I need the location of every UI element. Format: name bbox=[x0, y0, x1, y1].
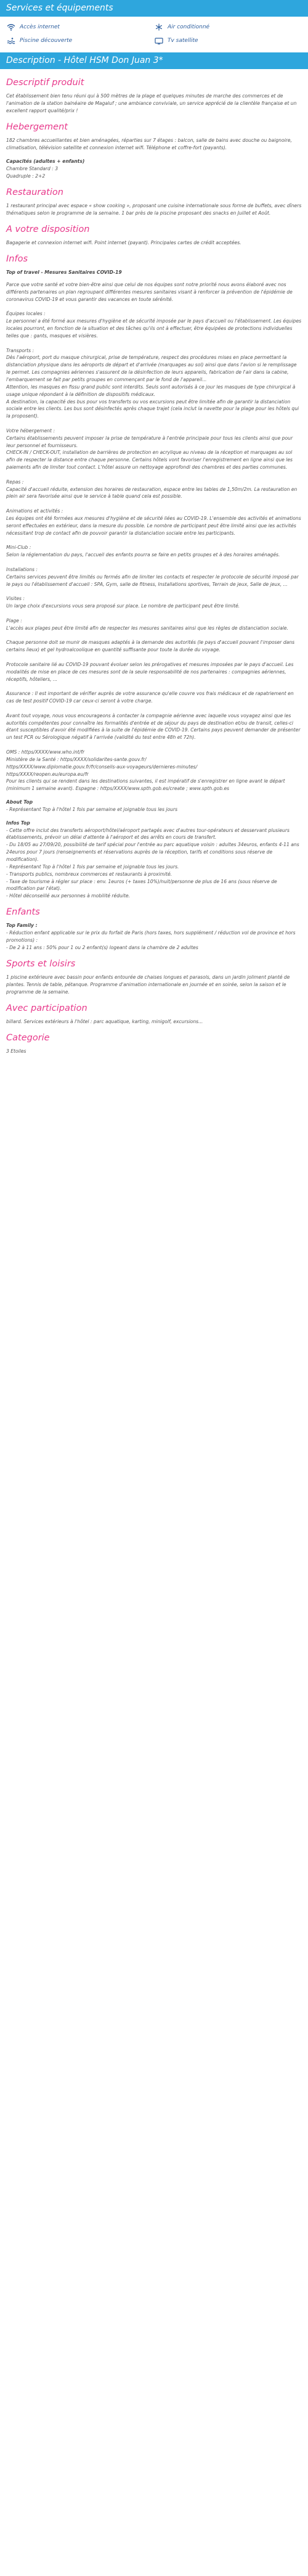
about-top-body: - Représentant Top à l'hôtel 1 fois par semaine et joignable tous les jours bbox=[6, 806, 178, 812]
services-section bbox=[0, 17, 308, 52]
service-label: Tv satellite bbox=[168, 38, 198, 44]
pool-icon bbox=[6, 36, 16, 45]
enfants-line-1: - Réduction enfant applicable sur le prix du forfait de Paris (hors taxes, hors supplément / réduction vol de province et hors promotions) : bbox=[6, 930, 296, 944]
participation-text: billard. Services extérieurs à l'hôtel : parc aquatique, karting, minigolf, excursions... bbox=[6, 1019, 203, 1025]
categorie-text: 3 Etoiles bbox=[6, 1048, 26, 1055]
descriptif-text: Cet établissement bien tenu réuni qui à 500 mètres de la plage et quelques minutes de marche des commerces et de l'animation de la station balnéaire de Magaluf ; une ambiance conviviale, un service apprécié de la clientèle française et un excellent rapport qualité/prix ! bbox=[6, 93, 297, 113]
tv-icon bbox=[154, 36, 164, 45]
infos-subtitle: Top of travel - Mesures Sanitaires COVID-19 bbox=[6, 270, 122, 275]
hebergement-text: 182 chambres accueillantes et bien aménagées, réparties sur 7 étages : balcon, salle de bains avec douche ou baignoire, climatisation, télévision satellite et connexion internet wifi. Téléphone et coffre-fort (payants). bbox=[6, 138, 292, 150]
description-banner: Description - Hôtel HSM Don Juan 3* bbox=[0, 52, 308, 69]
infos-top-body: - Cette offre inclut des transferts aéroport/hôtel/aéroport partagés avec d'autres tour-opérateurs et desservant plusieurs établissements, prévoir un délai d'attente à l'aéroport et des arrêts en cours de transfert. - Du 18/05 au 27/09/20, possibilité de tarif spécial pour l'entrée au parc aquatique voisin : adultes 34euros, enfants 4-11 ans 24euros pour 7 jours (renseignements et réservations auprès de la réception, tarifs et conditions sous réserve de modification). - Représentant Top à l'hôtel 1 fois par semaine et joignable tous les jours. - Transports publics, nombreux commerces et restaurants à proximité. - Taxe de tourisme à régler sur place : env. 1euros (+ taxes 10%)/nuit/personne de plus de 16 ans (sous réserve de modification par l'état). - Hôtel déconseillé aux personnes à mobilité réduite. bbox=[6, 827, 299, 899]
sports-heading: Sports et loisirs bbox=[6, 959, 76, 969]
restauration-text: 1 restaurant principal avec espace « show cooking », proposant une cuisine internationale sous forme de buffets, avec dîners thématiques selon le programme de la semaine. 1 bar près de la piscine proposant des snacks en Juillet et Août. bbox=[6, 203, 302, 216]
capacity-quadruple: Quadruple : 2+2 bbox=[6, 173, 46, 179]
top-family-label: Top Family : bbox=[6, 923, 38, 929]
enfants-line-2: - De 2 à 11 ans : 50% pour 1 ou 2 enfant(s) logeant dans la chambre de 2 adultes bbox=[6, 945, 198, 951]
capacity-heading: Capacités (adultes + enfants) bbox=[6, 158, 85, 164]
services-banner: Services et équipements bbox=[0, 0, 308, 17]
descriptif-heading: Descriptif produit bbox=[6, 78, 84, 88]
sports-text: 1 piscine extérieure avec bassin pour enfants entourée de chaises longues et parasols, dans un jardin joliment planté de plantes. Tennis de table, pétanque. Programme d'animation internationale en journée et en soirée, selon la saison et le programme de la semaine. bbox=[6, 974, 290, 995]
service-internet bbox=[6, 20, 154, 34]
about-top-heading: About Top bbox=[6, 799, 33, 805]
infos-top-heading: Infos Top bbox=[6, 820, 30, 826]
service-label: Accès internet bbox=[20, 24, 60, 30]
service-label: Piscine découverte bbox=[20, 38, 73, 44]
description-content bbox=[0, 69, 308, 1069]
disposition-heading: A votre disposition bbox=[6, 224, 90, 234]
service-pool bbox=[6, 34, 154, 47]
service-aircon bbox=[154, 20, 302, 34]
capacity-standard: Chambre Standard : 3 bbox=[6, 166, 59, 171]
infos-body: Parce que votre santé et votre bien-être ainsi que celui de nos équipes sont notre priorité nous avons élaboré avec nos différents partenaires un plan regroupant différentes mesures sanitaires visant à renforcer la prévention de l'épidémie de coronavirus COVID-19 et vous garantir des vacances en toute sérénité. Équipes locales : Le personnel a été formé aux mesures d'hygiène et de sécurité imposée par le pays d'accueil ou l'établissement. Les équipes locales pourront, en fonction de la situation et des tâches qu'ils ont à effectuer, être équipées de protections individuelles telles que : gants, masques et visières. Transports : Dès l'aéroport, port du masque chirurgical, prise de température, respect des procédures mises en place permettant la distanciation physique dans les aéroports de départ et d'arrivée (marquages au sol) ainsi que dans l'avion si le remplissage le permet. Les compagnies aériennes s'assurent de la désinfection de leurs appareils, fabrication de l'air dans la cabine, l'embarquement se fait par petits groupes en commençant par le fond de l'appareil... Attention, les masques en fissu grand public sont interdits. Seuls sont autorisés à ce jour les masques de type chirurgical à usage unique répondant à la définition de dispositifs médicaux. A destination, la capacité des bus pour vos transferts ou vos excursions peut être limitée afin de garantir la distanciation sociale entre les clients. Les bus sont désinfectés après chaque trajet (cela inclut la navette pour la plage pour les hôtels qui la proposent). Votre hébergement : Certains établissements peuvent imposer la prise de température à l'entrée principale pour tous les clients ainsi que pour leur personnel et fournisseurs. CHECK-IN / CHECK-OUT, installation de barrières de protection en acrylique au niveau de la réception et marquages au sol afin de respecter la distance entre chaque personne. Certains hôtels vont favoriser l'enregistrement en ligne ainsi que les paiements afin de limiter tout contact. L'hôtel assure un nettoyage approfondi des chambres et des parties communes. Repas : Capacité d'accueil réduite, extension des horaires de restauration, espace entre les tables de 1,50m/2m. La restauration en plein air sera favorisée ainsi que le service à table quand cela est possible. Animations et activités : Les équipes ont été formées aux mesures d'hygiène et de sécurité liées au COVID-19. L'ensemble des activités et animations seront effectuées en extérieur, dans la mesure du possible. Le nombre de participant peut être limité ainsi que les activités nécessitant trop de contact afin de pouvoir garantir la distanciation sociale entre les participants. Mini-Club : Selon la réglementation du pays, l'accueil des enfants pourra se faire en petits groupes et à des horaires aménagés. Installations : Certains services peuvent être limités ou fermés afin de limiter les contacts et respecter le protocole de sécurité imposé par le pays ou l'établissement d'accueil : SPA, Gym, salle de fitness, Installations sportives, Terrain de jeux, Salle de jeux, ... Visites : Un large choix d'excursions vous sera proposé sur place. Le nombre de participant peut être limité. Plage : L'accès aux plages peut être limité afin de respecter les mesures sanitaires ainsi que les règles de distanciation sociale. Chaque personne doit se munir de masques adaptés à la demande des autorités (le pays d'accueil pouvant l'imposer dans certains lieux) et gel hydroalcoolique en quantité suffisante pour toute la durée du voyage. Protocole sanitaire lié au COVID-19 pouvant évoluer selon les prérogatives et mesures imposées par le pays d'accueil. Les modalités de mise en place de ces mesures sont de la seule responsabilité de nos partenaires : compagnies aériennes, réceptifs, hôteliers, ... Assurance : Il est important de vérifier auprès de votre assurance qu'elle couvre vos frais médicaux et de rapatriement en cas de test positif COVID-19 car ceux-ci seront à votre charge. Avant tout voyage, nous vous encourageons à contacter la compagnie aérienne avec laquelle vous voyagez ainsi que les autorités compétentes pour connaître les formalités d'entrée et de séjour du pays de destination et/ou de transit, celles-ci étant susceptibles d'avoir été modifiées à la suite de l'épidémie de COVID-19. Certains pays peuvent demander de présenter un test PCR ou Sérologique négatif à l'arrivée (validité du test entre 48h et 72h). OMS : https/XXXX/www.who.int/fr Ministère de la Santé : https/XXXX/solidarites-sante.gouv.fr/ https/XXXX/www.diplomatie.gouv.fr/fr/conseils-aux-voyageurs/dernieres-minutes/ https/XXXX/reopen.eu/europa.eu/fr Pour les clients qui se rendent dans les destinations suivantes, il est impératif de s'enregistrer en ligne avant le départ (minimum 1 semaine avant). Espagne : https/XXXX/www.spth.gob.es/create ; www.spth.gob.es bbox=[6, 282, 302, 792]
infos-heading: Infos bbox=[6, 254, 28, 264]
categorie-heading: Categorie bbox=[6, 1033, 50, 1043]
participation-heading: Avec participation bbox=[6, 1003, 87, 1014]
restauration-heading: Restauration bbox=[6, 187, 63, 197]
service-label: Air conditionné bbox=[168, 24, 210, 30]
disposition-text: Bagagerie et connexion internet wifi. Point internet (payant). Principales cartes de crédit acceptées. bbox=[6, 240, 241, 245]
hebergement-heading: Hebergement bbox=[6, 122, 68, 132]
wifi-icon bbox=[6, 23, 16, 31]
snowflake-icon bbox=[154, 23, 164, 31]
enfants-heading: Enfants bbox=[6, 907, 40, 918]
service-tv bbox=[154, 34, 302, 47]
